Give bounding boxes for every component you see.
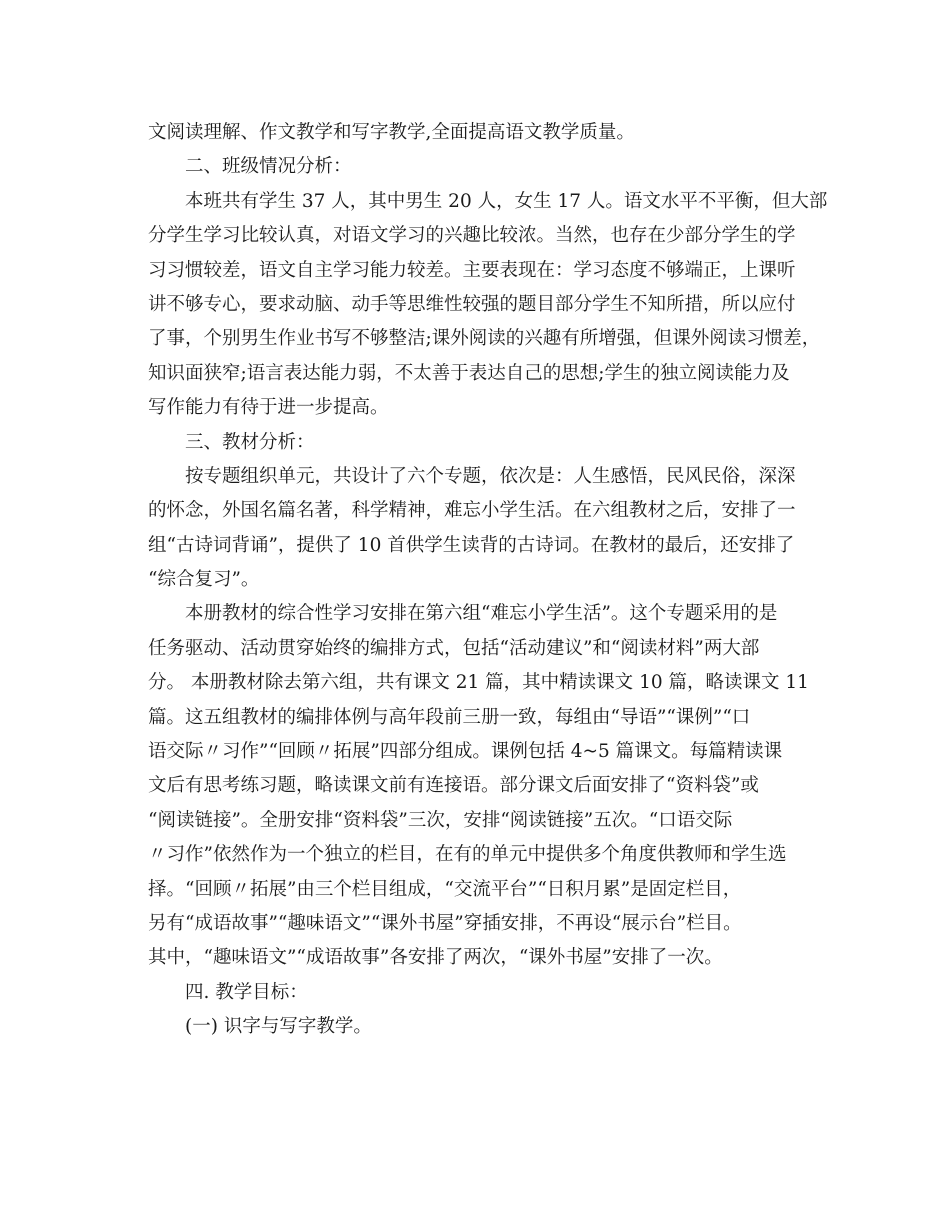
paragraph-line: 知识面狭窄;语言表达能力弱，不太善于表达自己的思想;学生的独立阅读能力及 (148, 362, 790, 384)
paragraph-line: 的怀念，外国名篇名著，科学精神，难忘小学生活。在六组教材之后，安排了一 (148, 500, 796, 522)
paragraph-line: 组“古诗词背诵”，提供了 10 首供学生读背的古诗词。在教材的最后，还安排了 (148, 534, 795, 556)
paragraph-line: 另有“成语故事”“趣味语文”“课外书屋”穿插安排，不再设“展示台”栏目。 (148, 912, 742, 934)
paragraph-line: 其中，“趣味语文”“成语故事”各安排了两次，“课外书屋”安排了一次。 (148, 947, 723, 969)
paragraph-line: 篇。这五组教材的编排体例与高年段前三册一致，每组由“导语”“课例”“口 (148, 706, 751, 728)
section-heading-class-analysis: 二、班级情况分析： (185, 156, 352, 178)
paragraph-line: 分学生学习比较认真，对语文学习的兴趣比较浓。当然，也存在少部分学生的学 (148, 225, 796, 247)
paragraph-line: 写作能力有待于进一步提高。 (148, 397, 389, 419)
subsection-heading-literacy-writing: (一) 识字与写字教学。 (185, 1016, 372, 1038)
paragraph-line: 按专题组织单元，共设计了六个专题，依次是：人生感悟，民风民俗，深深 (185, 465, 796, 487)
paragraph-line: 〃习作”依然作为一个独立的栏目，在有的单元中提供多个角度供教师和学生选 (148, 844, 787, 866)
paragraph-line: 本班共有学生 37 人，其中男生 20 人，女生 17 人。语文水平不平衡，但大部 (185, 190, 828, 212)
paragraph-line: “综合复习”。 (148, 569, 260, 591)
paragraph-line: 择。“回顾〃拓展”由三个栏目组成，“交流平台”“日积月累”是固定栏目， (148, 878, 742, 900)
paragraph-line: 分。 本册教材除去第六组，共有课文 21 篇，其中精读课文 10 篇，略读课文 11 (148, 672, 809, 694)
paragraph-line: 习习惯较差，语文自主学习能力较差。主要表现在：学习态度不够端正，上课听 (148, 259, 796, 281)
section-heading-teaching-goals: 四. 教学目标： (185, 981, 308, 1003)
paragraph-line: “阅读链接”。全册安排“资料袋”三次，安排“阅读链接”五次。“口语交际 (148, 809, 733, 831)
paragraph-line: 任务驱动、活动贯穿始终的编排方式，包括“活动建议”和“阅读材料”两大部 (148, 637, 760, 659)
paragraph-line: 语交际〃习作”“回顾〃拓展”四部分组成。课例包括 4~5 篇课文。每篇精读课 (148, 741, 783, 763)
document-body (148, 116, 828, 1045)
paragraph-line: 本册教材的综合性学习安排在第六组“难忘小学生活”。这个专题采用的是 (185, 603, 778, 625)
paragraph-line: 讲不够专心，要求动脑、动手等思维性较强的题目部分学生不知所措，所以应付 (148, 293, 796, 315)
section-heading-textbook-analysis: 三、教材分析： (185, 431, 315, 453)
paragraph-line: 文后有思考练习题，略读课文前有连接语。部分课文后面安排了“资料袋”或 (148, 775, 759, 797)
paragraph-line-continuation: 文阅读理解、作文教学和写字教学,全面提高语文教学质量。 (148, 122, 635, 143)
paragraph-line: 了事，个别男生作业书写不够整洁;课外阅读的兴趣有所增强，但课外阅读习惯差， (148, 328, 821, 350)
